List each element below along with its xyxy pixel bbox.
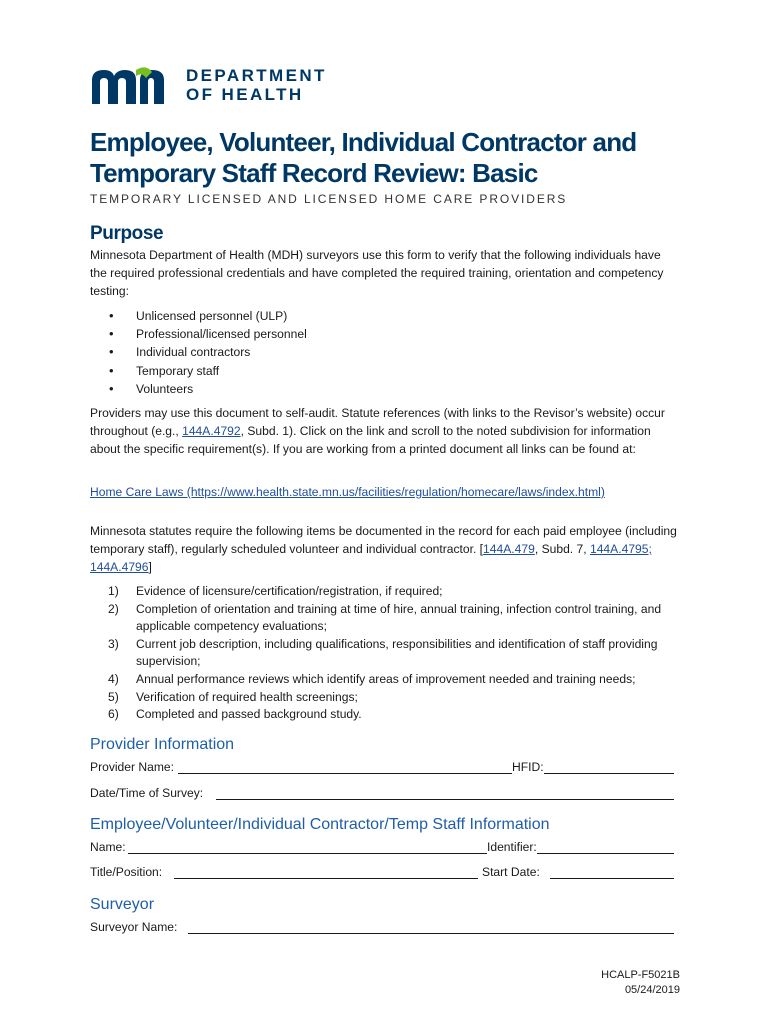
self-audit-paragraph xyxy=(90,404,680,458)
required-items-list xyxy=(108,583,688,724)
identifier-label: Identifier: xyxy=(487,840,537,854)
statute-link-144a479[interactable]: 144A.479 xyxy=(483,542,535,556)
item-text: Verification of required health screenings; xyxy=(136,689,358,704)
list-item xyxy=(108,636,688,671)
provider-name-label: Provider Name: xyxy=(90,760,175,774)
item-number: 6) xyxy=(108,707,119,722)
item-text: Completion of orientation and training at time of hire, annual training, infection control training, and applicable competency evaluations; xyxy=(136,601,662,634)
item-text: Evidence of licensure/certification/registration, if required; xyxy=(136,584,443,598)
title-position-field[interactable] xyxy=(174,878,478,879)
survey-date-label: Date/Time of Survey: xyxy=(90,786,204,800)
mdh-logo xyxy=(90,66,350,110)
item-number: 3) xyxy=(108,636,119,651)
document-title: Employee, Volunteer, Individual Contractor and Temporary Staff Record Review: Basic xyxy=(90,127,637,188)
list-item xyxy=(108,706,688,724)
statutes-text-mid: , Subd. 7, xyxy=(534,542,590,556)
title-position-row xyxy=(90,865,674,883)
surveyor-name-label: Surveyor Name: xyxy=(90,920,178,934)
item-number: 5) xyxy=(108,689,119,704)
start-date-label: Start Date: xyxy=(482,865,540,879)
form-footer xyxy=(601,968,680,998)
statute-link-144a4792[interactable]: 144A.4792 xyxy=(182,424,241,438)
employee-info-heading: Employee/Volunteer/Individual Contractor/Temp Staff Information xyxy=(90,816,550,833)
dept-line-2: OF HEALTH xyxy=(186,85,304,104)
home-care-laws-link[interactable]: Home Care Laws (https://www.health.state.mn.us/facilities/regulation/homecare/laws/index.html) xyxy=(90,485,605,499)
item-text: Completed and passed background study. xyxy=(136,707,362,722)
list-item xyxy=(108,583,688,601)
provider-name-row xyxy=(90,760,674,778)
surveyor-heading: Surveyor xyxy=(90,896,155,913)
start-date-field[interactable] xyxy=(550,878,674,879)
item-number: 2) xyxy=(108,601,119,616)
provider-info-heading: Provider Information xyxy=(90,736,235,753)
mn-logo-icon xyxy=(90,66,180,106)
employee-name-label: Name: xyxy=(90,840,126,854)
purpose-heading: Purpose xyxy=(90,223,164,244)
laws-paragraph xyxy=(90,483,605,501)
hfid-field[interactable] xyxy=(550,773,674,774)
item-text: Current job description, including qualifications, responsibilities and identification of staff providing supervision; xyxy=(136,636,658,669)
list-item: • Professional/licensed personnel xyxy=(108,325,307,343)
statutes-paragraph xyxy=(90,522,685,576)
self-audit-text-end: , Subd. 1). Click on the link and scroll to the noted subdivision for information about the specific requirement(s). If you are working from a printed document all links can be found at: xyxy=(90,424,651,456)
statutes-text: Minnesota statutes require the following items be documented in the record for each paid employee (including temporary staff), regularly scheduled volunteer and individual contractor. [ xyxy=(90,524,677,556)
form-id: HCALP-F5021B xyxy=(601,969,680,981)
statute-link-144a4795[interactable]: 144A.4795; 144A.4796 xyxy=(90,542,652,574)
form-date: 05/24/2019 xyxy=(624,984,680,996)
identifier-field[interactable] xyxy=(550,853,674,854)
hfid-label: HFID: xyxy=(512,760,544,774)
surveyor-name-field[interactable] xyxy=(188,933,674,934)
list-item xyxy=(108,671,688,689)
department-name xyxy=(186,66,327,104)
dept-line-1: DEPARTMENT xyxy=(186,66,327,85)
surveyor-name-row xyxy=(90,920,674,938)
employee-name-row xyxy=(90,840,674,858)
statutes-text-end: ] xyxy=(148,560,152,574)
list-item xyxy=(108,601,688,636)
list-item: • Volunteers xyxy=(108,380,307,398)
title-position-label: Title/Position: xyxy=(90,865,163,879)
item-number: 4) xyxy=(108,671,119,686)
list-item: • Unlicensed personnel (ULP) xyxy=(108,307,307,325)
item-text: Annual performance reviews which identify areas of improvement needed and training needs; xyxy=(136,671,636,686)
list-item: • Individual contractors xyxy=(108,343,307,361)
document-subtitle: TEMPORARY LICENSED AND LICENSED HOME CARE PROVIDERS xyxy=(90,192,568,206)
personnel-list xyxy=(108,307,307,398)
survey-date-field[interactable] xyxy=(216,799,674,800)
list-item xyxy=(108,689,688,707)
self-audit-text: Providers may use this document to self-audit. Statute references (with links to the Revisor’s website) occur throughout (e.g., xyxy=(90,406,665,438)
list-item: • Temporary staff xyxy=(108,362,307,380)
purpose-intro: Minnesota Department of Health (MDH) surveyors use this form to verify that the following individuals have the required professional credentials and have completed the required training, orientation and competency testing: xyxy=(90,248,664,298)
item-number: 1) xyxy=(108,584,119,598)
survey-date-row xyxy=(90,786,674,804)
